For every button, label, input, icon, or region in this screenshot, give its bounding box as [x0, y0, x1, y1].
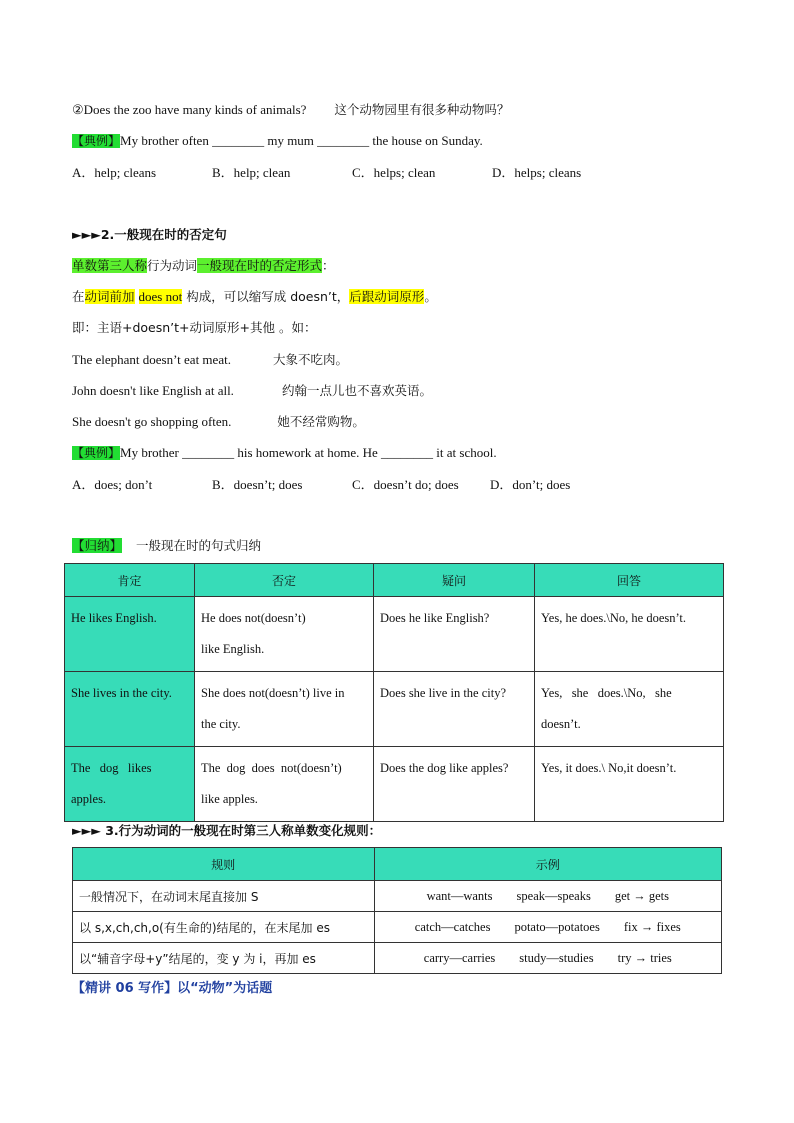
cell-example — [374, 943, 721, 974]
cell-text: Yes, he does.\No, he doesn’t. — [541, 611, 687, 625]
cell-text: doesn’t. — [541, 717, 581, 731]
cell-text: apples. — [71, 792, 107, 806]
table-row — [65, 747, 724, 822]
example-1-text: My brother often ________ my mum ________ the house on Sunday. — [120, 133, 483, 148]
cell-text: She lives in the city. — [71, 686, 172, 700]
option-b[interactable]: B．doesn’t; does — [212, 477, 303, 492]
cell-answer — [535, 672, 724, 747]
cell-text: get → gets — [614, 888, 669, 903]
cell-affirmative — [65, 747, 195, 822]
detail-part-2: 构成，可以缩写成 doesn’t， — [186, 289, 350, 304]
detail-highlight-1: 动词前加 — [84, 289, 135, 304]
section-2-rule-detail — [72, 288, 437, 306]
cell-text: want—wants — [426, 888, 493, 903]
section-2-formula: 即：主语+doesn’t+动词原形+其他 。如： — [72, 320, 317, 335]
example-2 — [72, 444, 497, 462]
rules-table-header — [73, 848, 722, 881]
summary-heading — [72, 537, 261, 555]
example-sentence-zh: 她不经常购物。 — [277, 414, 365, 429]
summary-table — [64, 563, 724, 822]
table-row — [73, 912, 722, 943]
header-affirmative: 肯定 — [65, 564, 195, 597]
cell-question — [374, 597, 535, 672]
cell-answer — [535, 597, 724, 672]
cell-text: speak—speaks — [516, 888, 591, 903]
cell-answer — [535, 747, 724, 822]
option-d[interactable]: D．helps; cleans — [492, 165, 582, 180]
option-a[interactable]: A．does; don’t — [72, 477, 153, 492]
example-sentence — [72, 351, 348, 369]
cell-text: 以 s,x,ch,ch,o(有生命的)结尾的，在末尾加 es — [79, 920, 330, 935]
example-sentence-en: The elephant doesn’t eat meat. — [72, 352, 231, 367]
table-row — [73, 881, 722, 912]
cell-example — [374, 912, 721, 943]
cell-text: The dog likes — [71, 761, 152, 775]
example-sentence — [72, 413, 365, 431]
writing-section-title: 【精讲 06 写作】以“动物”为话题 — [72, 981, 273, 996]
example-sentence-zh: 大象不吃肉。 — [272, 352, 348, 367]
option-d[interactable]: D．don’t; does — [490, 477, 571, 492]
section-2-title: ►►►2.一般现在时的否定句 — [72, 227, 227, 242]
cell-rule — [73, 943, 375, 974]
cell-question — [374, 672, 535, 747]
cell-text: He does not(doesn’t) — [201, 611, 306, 625]
option-b[interactable]: B．help; clean — [212, 165, 291, 180]
cell-text: 一般情况下，在动词末尾直接加 S — [79, 889, 259, 904]
example-tag: 【典例】 — [72, 446, 121, 460]
example-sentence — [72, 382, 432, 400]
example-sentence-zh: 约翰一点儿也不喜欢英语。 — [281, 383, 432, 398]
cell-negative — [195, 747, 374, 822]
cell-text: try → tries — [617, 950, 672, 965]
cell-text: He likes English. — [71, 611, 157, 625]
detail-part-1: 在 — [72, 289, 85, 304]
example-1-options — [72, 164, 581, 182]
cell-text: 以“辅音字母+y”结尾的，变 y 为 i，再加 es — [79, 951, 316, 966]
summary-title: 一般现在时的句式归纳 — [136, 538, 262, 553]
question-2-chinese: 这个动物园里有很多种动物吗？ — [334, 102, 510, 117]
header-answer: 回答 — [535, 564, 724, 597]
cell-text: potato—potatoes — [514, 919, 600, 934]
cell-question — [374, 747, 535, 822]
rules-table — [72, 847, 722, 974]
cell-negative — [195, 672, 374, 747]
cell-example — [374, 881, 721, 912]
cell-text: Does she live in the city? — [380, 686, 507, 700]
rule-colon: ： — [322, 258, 335, 273]
option-c[interactable]: C．helps; clean — [352, 165, 436, 180]
option-c[interactable]: C．doesn’t do; does — [352, 477, 459, 492]
cell-text: Yes, it does.\ No,it doesn’t. — [541, 761, 677, 775]
rule-verb-type: 行为动词 — [147, 258, 198, 273]
option-a[interactable]: A．help; cleans — [72, 165, 157, 180]
section-3-title: ►►► 3.行为动词的一般现在时第三人称单数变化规则： — [72, 823, 382, 838]
question-2 — [72, 101, 509, 119]
header-example: 示例 — [374, 848, 721, 881]
cell-text: fix → fixes — [623, 919, 681, 934]
cell-affirmative — [65, 672, 195, 747]
example-sentence-en: She doesn't go shopping often. — [72, 414, 232, 429]
table-row — [73, 943, 722, 974]
cell-rule — [73, 881, 375, 912]
cell-text: carry—carries — [423, 950, 496, 965]
detail-period: 。 — [424, 289, 437, 304]
cell-affirmative — [65, 597, 195, 672]
example-sentence-en: John doesn't like English at all. — [72, 383, 234, 398]
cell-text: Does the dog like apples? — [380, 761, 509, 775]
summary-table-header — [65, 564, 724, 597]
cell-text: study—studies — [519, 950, 594, 965]
header-question: 疑问 — [374, 564, 535, 597]
cell-text: Yes, she does.\No, she — [541, 686, 672, 700]
rule-negative-form: 一般现在时的否定形式 — [197, 258, 323, 273]
cell-rule — [73, 912, 375, 943]
header-rule: 规则 — [73, 848, 375, 881]
example-tag: 【典例】 — [72, 134, 121, 148]
cell-text: She does not(doesn’t) live in — [201, 686, 345, 700]
question-2-english: ②Does the zoo have many kinds of animals? — [72, 102, 307, 117]
cell-text: catch—catches — [414, 919, 491, 934]
detail-highlight-2: 后跟动词原形 — [349, 289, 425, 304]
detail-does-not: does not — [138, 289, 183, 304]
table-row — [65, 597, 724, 672]
section-2-rule — [72, 257, 335, 275]
example-2-options — [72, 476, 570, 494]
cell-text: the city. — [201, 717, 241, 731]
rule-subject: 单数第三人称 — [72, 258, 148, 273]
cell-negative — [195, 597, 374, 672]
summary-tag: 【归纳】 — [72, 538, 123, 553]
header-negative: 否定 — [195, 564, 374, 597]
example-1 — [72, 132, 483, 150]
example-2-text: My brother ________ his homework at home. He ________ it at school. — [120, 445, 497, 460]
cell-text: like apples. — [201, 792, 258, 806]
cell-text: like English. — [201, 642, 265, 656]
table-row — [65, 672, 724, 747]
cell-text: Does he like English? — [380, 611, 490, 625]
cell-text: The dog does not(doesn’t) — [201, 761, 342, 775]
